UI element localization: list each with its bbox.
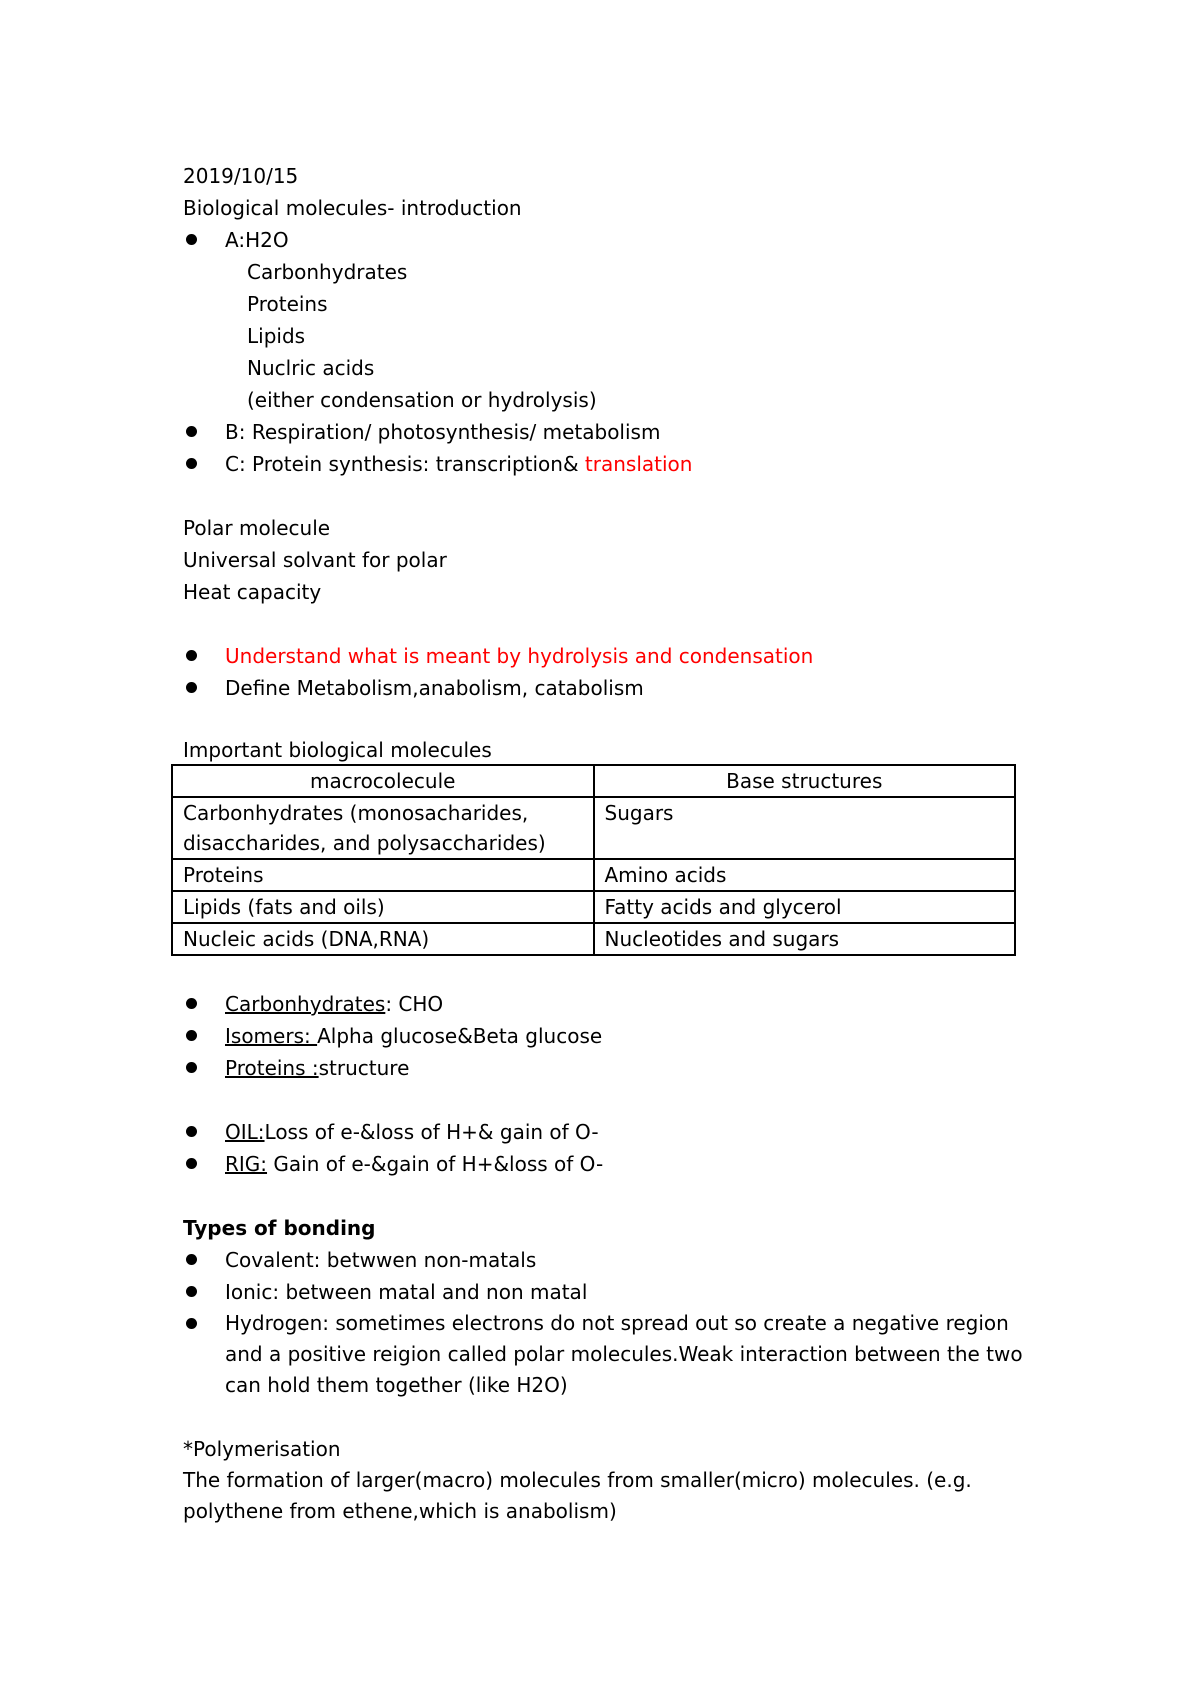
note-term: Proteins :: [225, 1056, 319, 1080]
table-cell: Nucleotides and sugars: [594, 923, 1016, 955]
spacer: [183, 956, 1023, 988]
bonding-item: Covalent: betwwen non-matals: [183, 1244, 1023, 1276]
table-row: [172, 923, 1015, 955]
page-title: Biological molecules- introduction: [183, 196, 522, 220]
table-header: macrocolecule: [172, 765, 594, 797]
table-cell: Lipids (fats and oils): [172, 891, 594, 923]
bonding-heading: Types of bonding: [183, 1216, 376, 1240]
note-term: Carbonhydrates: [225, 992, 386, 1016]
note-text: : CHO: [385, 992, 444, 1016]
table-cell: Fatty acids and glycerol: [594, 891, 1016, 923]
table-cell: Carbonhydrates (monosacharides, disaccharides, and polysaccharides): [172, 797, 594, 859]
outline-item-c: [183, 448, 1023, 480]
polymerisation-text: The formation of larger(macro) molecules from smaller(micro) molecules. (e.g. polythene from ethene,which is anabolism): [183, 1468, 972, 1523]
table-caption: Important biological molecules: [183, 738, 492, 762]
table-cell: Sugars: [594, 797, 1016, 859]
note-text: Alpha glucose&Beta glucose: [317, 1024, 603, 1048]
task-understand: Understand what is meant by hydrolysis and condensation: [183, 640, 1023, 672]
molecules-table: [171, 764, 1016, 956]
outline-item-c-highlight: translation: [584, 452, 693, 476]
document-page: [183, 160, 1023, 1527]
outline-subitem: (either condensation or hydrolysis): [247, 388, 597, 412]
date: 2019/10/15: [183, 164, 299, 188]
table-header: Base structures: [594, 765, 1016, 797]
redox-item: [183, 1148, 1023, 1180]
table-row: [172, 891, 1015, 923]
spacer: [183, 1401, 1023, 1433]
redox-item: [183, 1116, 1023, 1148]
bonding-item: Ionic: between matal and non matal: [183, 1276, 1023, 1308]
table-row: [172, 797, 1015, 859]
outline-subitem: Nuclric acids: [247, 356, 375, 380]
outline-item-c-text: C: Protein synthesis: transcription&: [225, 452, 585, 476]
spacer: [183, 608, 1023, 640]
note-item: [183, 1020, 1023, 1052]
table-row: [172, 859, 1015, 891]
redox-text: Gain of e-&gain of H+&loss of O-: [267, 1152, 604, 1176]
polymerisation-heading: *Polymerisation: [183, 1437, 341, 1461]
note-item: [183, 1052, 1023, 1084]
redox-term: OIL:: [225, 1120, 265, 1144]
bonding-item: Hydrogen: sometimes electrons do not spread out so create a negative region and a positive reigion called polar molecules.Weak interaction between the two can hold them together (like H2O): [183, 1308, 1023, 1401]
spacer: [183, 480, 1023, 512]
water-property: Polar molecule: [183, 516, 331, 540]
redox-text: Loss of e-&loss of H+& gain of O-: [264, 1120, 599, 1144]
note-term: Isomers:: [225, 1024, 318, 1048]
table-header-row: [172, 765, 1015, 797]
note-text: structure: [318, 1056, 410, 1080]
table-cell: Amino acids: [594, 859, 1016, 891]
water-property: Heat capacity: [183, 580, 322, 604]
task-define: Define Metabolism,anabolism, catabolism: [183, 672, 1023, 704]
redox-term: RIG:: [225, 1152, 268, 1176]
outline-item-a: A:H2O: [183, 224, 1023, 256]
outline-subitem: Proteins: [247, 292, 328, 316]
outline-subitem: Lipids: [247, 324, 306, 348]
table-cell: Nucleic acids (DNA,RNA): [172, 923, 594, 955]
spacer: [183, 1180, 1023, 1212]
water-property: Universal solvant for polar: [183, 548, 447, 572]
note-item: [183, 988, 1023, 1020]
spacer: [183, 1084, 1023, 1116]
table-cell: Proteins: [172, 859, 594, 891]
outline-subitem: Carbonhydrates: [247, 260, 408, 284]
outline-item-b: B: Respiration/ photosynthesis/ metabolism: [183, 416, 1023, 448]
spacer: [183, 704, 1023, 736]
